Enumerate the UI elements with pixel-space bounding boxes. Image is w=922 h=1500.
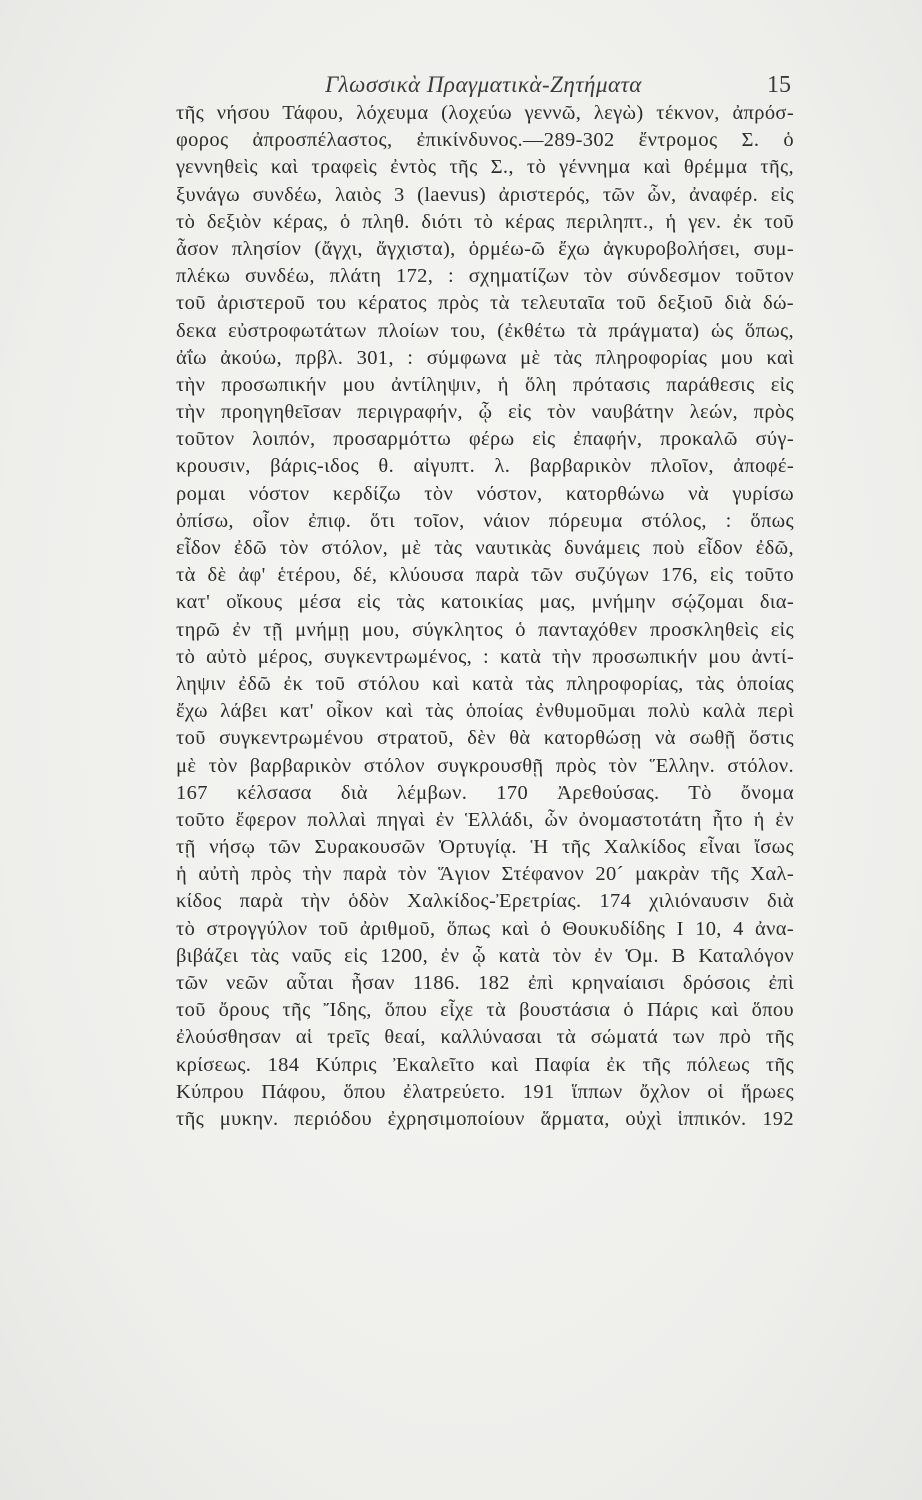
text-line: ξυνάγω συνδέω, λαιὸς 3 (laevus) ἀριστερός, τῶν ὧν, ἀναφέρ. εἰς: [176, 183, 794, 206]
text-line: κρίσεως. 184 Κύπρις Ἐκαλεῖτο καὶ Παφία ἐκ τῆς πόλεως τῆς: [176, 1053, 794, 1076]
text-line: τῆς νήσου Τάφου, λόχευμα (λοχεύω γεννῶ, λεγὼ) τέκνον, ἀπρόσ-: [176, 102, 794, 124]
text-line: 167 κέλσασα διὰ λέμβων. 170 Ἀρεθούσας. Τὸ ὄνομα: [176, 781, 794, 804]
text-line: πλέκω συνδέω, πλάτη 172, : σχηματίζων τὸν σύνδεσμον τοῦτον: [176, 265, 794, 288]
text-line: τὸ στρογγύλον τοῦ ἀριθμοῦ, ὅπως καὶ ὁ Θουκυδίδης I 10, 4 ἀνα-: [176, 917, 794, 940]
text-line: ἆσον πλησίον (ἄγχι, ἄγχιστα), ὁρμέω-ῶ ἔχω ἀγκυροβολήσει, συμ-: [176, 237, 794, 260]
text-line: κίδος παρὰ τὴν ὁδὸν Χαλκίδος-Ἐρετρίας. 174 χιλιόναυσιν διὰ: [176, 890, 794, 913]
text-line: τῆς μυκην. περιόδου ἐχρησιμοποίουν ἅρματα, οὐχὶ ἱππικόν. 192: [176, 1107, 794, 1130]
text-line: τῇ νήσῳ τῶν Συρακουσῶν Ὀρτυγίᾳ. Ἡ τῆς Χαλκίδος εἶναι ἴσως: [176, 836, 794, 859]
text-line: φορος ἀπροσπέλαστος, ἐπικίνδυνος.—289-302 ἔντρομος Σ. ὁ: [176, 129, 794, 152]
text-line: τοῦ συγκεντρωμένου στρατοῦ, δὲν θὰ κατορθώσῃ νὰ σωθῇ ὅστις: [176, 727, 794, 750]
text-line: κρουσιν, βάρις-ιδος θ. αἰγυπτ. λ. βαρβαρικὸν πλοῖον, ἀποφέ-: [176, 455, 794, 478]
text-line: τοῦ ἀριστεροῦ του κέρατος πρὸς τὰ τελευταῖα τοῦ δεξιοῦ διὰ δώ-: [176, 292, 794, 315]
text-line: μὲ τὸν βαρβαρικὸν στόλον συγκρουσθῇ πρὸς τὸν Ἕλλην. στόλον.: [176, 754, 794, 777]
text-line: τοῦτο ἔφερον πολλαὶ πηγαὶ ἐν Ἑλλάδι, ὧν ὀνομαστοτάτη ἦτο ἡ ἐν: [176, 808, 794, 831]
page-number: 15: [767, 72, 791, 98]
text-line: τὰ δὲ ἀφ' ἑτέρου, δέ, κλύουσα παρὰ τῶν συζύγων 176, εἰς τοῦτο: [176, 564, 794, 587]
text-line: ὀπίσω, οἷον ἐπιφ. ὅτι τοῖον, νάιον πόρευμα στόλος, : ὅπως: [176, 509, 794, 532]
text-line: τὴν προηγηθεῖσαν περιγραφήν, ᾧ εἰς τὸν ναυβάτην λεών, πρὸς: [176, 401, 794, 424]
text-line: τοῦ ὄρους τῆς Ἴδης, ὅπου εἶχε τὰ βουστάσια ὁ Πάρις καὶ ὅπου: [176, 999, 794, 1022]
text-line: τηρῶ ἐν τῇ μνήμῃ μου, σύγκλητος ὁ πανταχόθεν προσκληθεὶς εἰς: [176, 618, 794, 641]
text-line: τὸ αὐτὸ μέρος, συγκεντρωμένος, : κατὰ τὴν προσωπικήν μου ἀντί-: [176, 645, 794, 668]
text-line: ἔχω λάβει κατ' οἶκον καὶ τὰς ὁποίας ἐνθυμοῦμαι πολὺ καλὰ περὶ: [176, 700, 794, 723]
text-line: τῶν νεῶν αὗται ἦσαν 1186. 182 ἐπὶ κρηναίαισι δρόσοις ἐπὶ: [176, 972, 794, 994]
text-line: τὴν προσωπικήν μου ἀντίληψιν, ἡ ὅλη πρότασις παράθεσις εἰς: [176, 373, 794, 396]
text-line: ληψιν ἐδῶ ἐκ τοῦ στόλου καὶ κατὰ τὰς πληροφορίας, τὰς ὁποίας: [176, 672, 794, 695]
text-line: ἐλούσθησαν αἱ τρεῖς θεαί, καλλύνασαι τὰ σώματά των πρὸ τῆς: [176, 1026, 794, 1049]
text-line: Κύπρου Πάφου, ὅπου ἐλατρεύετο. 191 ἵππων ὄχλον οἱ ἥρωες: [176, 1080, 794, 1103]
text-line: κατ' οἴκους μέσα εἰς τὰς κατοικίας μας, μνήμην σῴζομαι δια-: [176, 591, 794, 614]
running-title: Γλωσσικὰ Πραγματικὰ-Ζητήματα: [325, 72, 642, 97]
text-line: εἶδον ἐδῶ τὸν στόλον, μὲ τὰς ναυτικὰς δυνάμεις ποὺ εἶδον ἐδῶ,: [176, 537, 794, 559]
text-line: τὸ δεξιὸν κέρας, ὁ πληθ. διότι τὸ κέρας περιληπτ., ἡ γεν. ἐκ τοῦ: [176, 210, 794, 233]
text-line: βιβάζει τὰς ναῦς εἰς 1200, ἐν ᾧ κατὰ τὸν ἐν Ὁμ. Β Καταλόγον: [176, 944, 794, 967]
text-line: γεννηθεὶς καὶ τραφεὶς ἐντὸς τῆς Σ., τὸ γέννημα καὶ θρέμμα τῆς,: [176, 156, 794, 179]
text-line: τοῦτον λοιπόν, προσαρμόττω φέρω εἰς ἐπαφήν, προκαλῶ σύγ-: [176, 428, 794, 451]
text-line: ἡ αὐτὴ πρὸς τὴν παρὰ τὸν Ἅγιον Στέφανον 20´ μακρὰν τῆς Χαλ-: [176, 863, 794, 886]
text-body: [176, 100, 794, 1133]
text-line: ρομαι νόστον κερδίζω τὸν νόστον, κατορθώνω νὰ γυρίσω: [176, 482, 794, 505]
text-line: δεκα εὐστροφωτάτων πλοίων του, (ἐκθέτω τὰ πράγματα) ὡς ὅπως,: [176, 319, 794, 342]
text-line: ἀΐω ἀκούω, πρβλ. 301, : σύμφωνα μὲ τὰς πληροφορίας μου καὶ: [176, 346, 794, 369]
